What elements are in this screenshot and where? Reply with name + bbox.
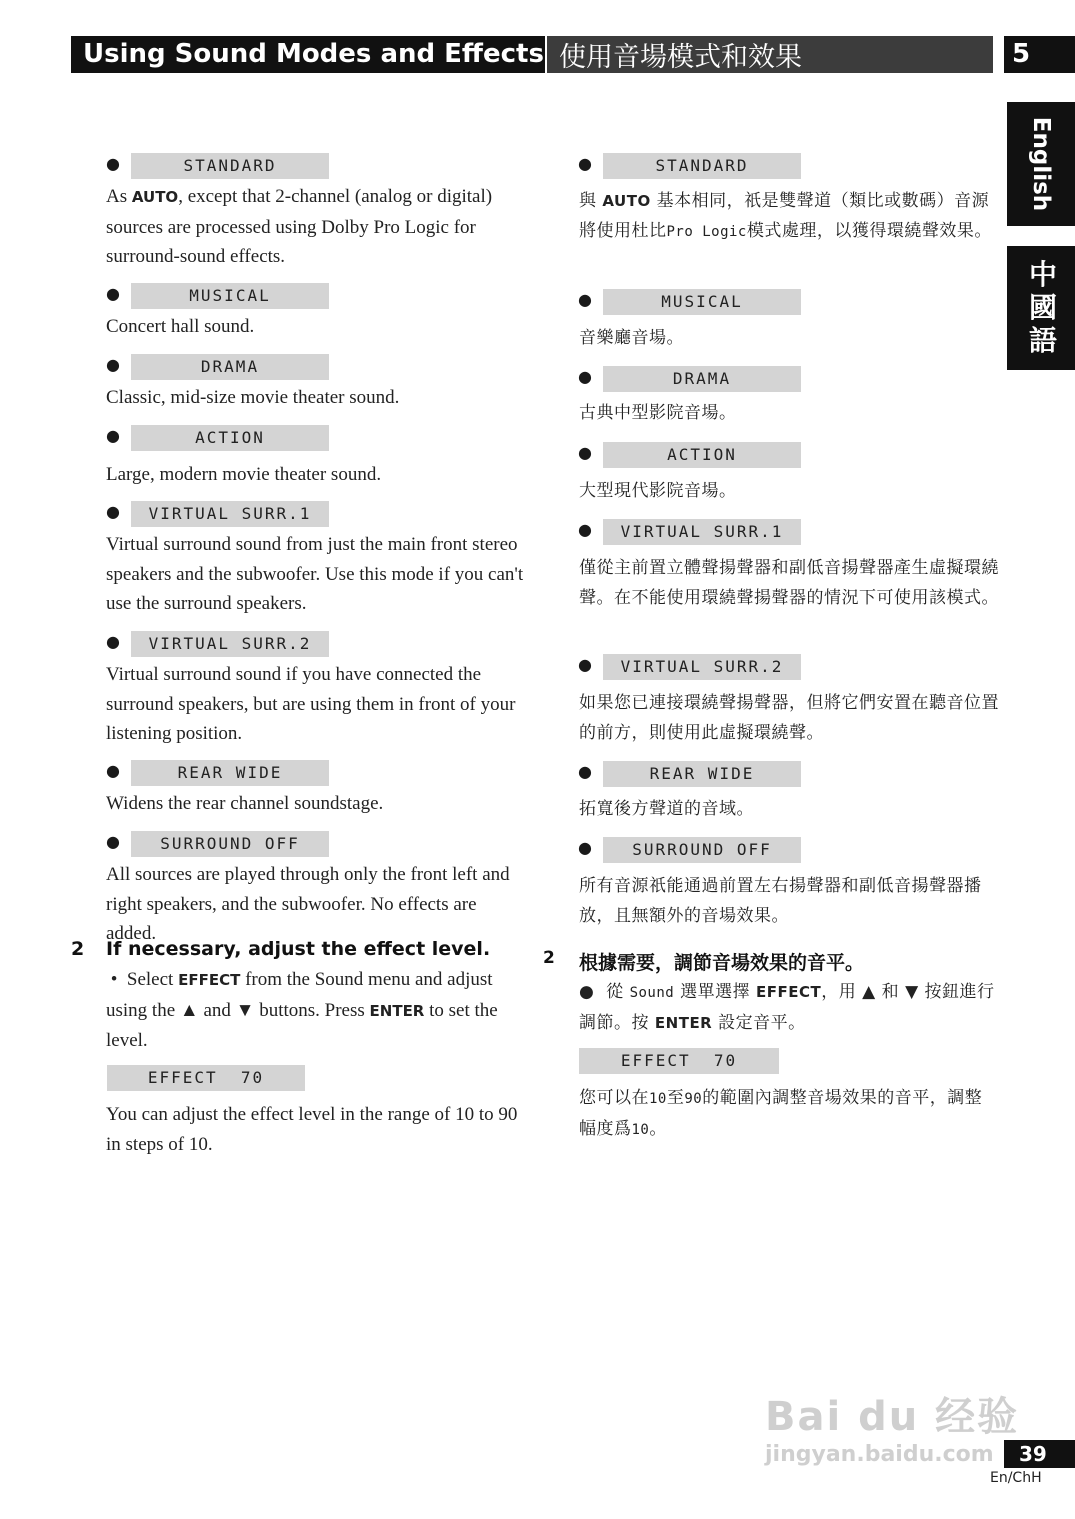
tab-english-label: English xyxy=(1028,116,1054,212)
mode-display: VIRTUAL SURR.2 xyxy=(603,654,801,680)
step-note: 您可以在10至90的範圍內調整音場效果的音平，調整幅度爲10。 xyxy=(579,1088,983,1139)
page-language-code: En/ChH xyxy=(990,1470,1042,1486)
bullet-icon: ● xyxy=(106,761,120,780)
mode-display: ACTION xyxy=(131,425,329,451)
down-arrow-icon: ▼ xyxy=(905,982,919,1002)
mode-display: SURROUND OFF xyxy=(603,837,801,863)
mode-description: 與 AUTO 基本相同，祇是雙聲道（類比或數碼）音源將使用杜比Pro Logic模式處理，以獲得環繞聲效果。 xyxy=(579,191,992,241)
up-arrow-icon: ▲ xyxy=(862,982,876,1002)
step-note: You can adjust the effect level in the range of 10 to 90 in steps of 10. xyxy=(106,1104,518,1155)
chapter-number: 5 xyxy=(1004,36,1075,73)
bullet-icon: ● xyxy=(106,284,120,303)
bullet-icon: ● xyxy=(578,367,592,386)
mode-description: 拓寬後方聲道的音域。 xyxy=(579,799,754,819)
watermark-logo: Bai du 经验 xyxy=(765,1394,1020,1440)
mode-description: Large, modern movie theater sound. xyxy=(106,464,382,485)
bullet-icon: ● xyxy=(106,154,120,173)
mode-description: Virtual surround sound from just the main front stereo speakers and the subwoofer. Use this mode if you can't use the surround speakers. xyxy=(106,534,524,614)
step-number: 2 xyxy=(543,948,555,968)
step-title: 根據需要，調節音場效果的音平。 xyxy=(579,952,865,974)
step-number: 2 xyxy=(71,938,85,960)
step-instruction: • Select EFFECT from the Sound menu and adjust using the ▲ and ▼ buttons. Press ENTER to set the level. xyxy=(106,969,498,1051)
mode-display: MUSICAL xyxy=(131,283,329,309)
mode-display: STANDARD xyxy=(603,153,801,179)
mode-description: Concert hall sound. xyxy=(106,316,255,337)
bullet-icon: ● xyxy=(106,355,120,374)
step-instruction: ● 從 Sound 選單選擇 EFFECT，用 ▲ 和 ▼ 按鈕進行調節。按 ENTER 設定音平。 xyxy=(579,982,995,1033)
page-number: 39 xyxy=(1004,1440,1075,1468)
tab-chinese xyxy=(1007,246,1075,370)
mode-display: REAR WIDE xyxy=(603,761,801,787)
mode-description: 音樂廳音場。 xyxy=(579,328,684,348)
mode-description: Widens the rear channel soundstage. xyxy=(106,793,384,814)
mode-description: As AUTO, except that 2-channel (analog or digital) sources are processed using Dolby Pro Logic for surround-sound effects. xyxy=(106,186,493,267)
bullet-icon: ● xyxy=(106,632,120,651)
mode-display: REAR WIDE xyxy=(131,760,329,786)
effect-display: EFFECT 70 xyxy=(579,1048,779,1074)
bullet-icon: ● xyxy=(106,832,120,851)
header-title-zh: 使用音場模式和效果 xyxy=(547,36,993,73)
mode-description: 所有音源祇能通過前置左右揚聲器和副低音揚聲器播放，且無額外的音場效果。 xyxy=(579,876,982,926)
mode-display: DRAMA xyxy=(131,354,329,380)
bullet-icon: ● xyxy=(106,426,120,445)
bullet-icon: ● xyxy=(106,502,120,521)
mode-description: 大型現代影院音場。 xyxy=(579,481,737,501)
bullet-icon: ● xyxy=(578,520,592,539)
bullet-icon: ● xyxy=(578,838,592,857)
mode-display: VIRTUAL SURR.1 xyxy=(131,501,329,527)
mode-display: SURROUND OFF xyxy=(131,831,329,857)
step-title: If necessary, adjust the effect level. xyxy=(106,938,491,960)
header-title-en: Using Sound Modes and Effects xyxy=(71,36,545,73)
bullet-icon: ● xyxy=(578,154,592,173)
mode-display: MUSICAL xyxy=(603,289,801,315)
mode-description: Classic, mid-size movie theater sound. xyxy=(106,387,400,408)
bullet-icon: ● xyxy=(578,655,592,674)
mode-display: VIRTUAL SURR.1 xyxy=(603,519,801,545)
mode-display: STANDARD xyxy=(131,153,329,179)
mode-description: 古典中型影院音場。 xyxy=(579,403,737,423)
mode-display: ACTION xyxy=(603,442,801,468)
mode-description: 如果您已連接環繞聲揚聲器，但將它們安置在聽音位置的前方，則使用此虛擬環繞聲。 xyxy=(579,693,999,743)
up-arrow-icon: ▲ xyxy=(179,999,199,1021)
bullet-icon: ● xyxy=(578,290,592,309)
mode-description: Virtual surround sound if you have connected the surround speakers, but are using them in front of your listening position. xyxy=(106,664,516,744)
mode-display: DRAMA xyxy=(603,366,801,392)
mode-description: All sources are played through only the front left and right speakers, and the subwoofer. No effects are added. xyxy=(106,864,510,944)
tab-english xyxy=(1007,102,1075,226)
mode-description: 僅從主前置立體聲揚聲器和副低音揚聲器產生虛擬環繞聲。在不能使用環繞聲揚聲器的情況下可使用該模式。 xyxy=(579,558,999,608)
down-arrow-icon: ▼ xyxy=(235,999,255,1021)
effect-display: EFFECT 70 xyxy=(107,1065,305,1091)
watermark-url: jingyan.baidu.com xyxy=(765,1442,994,1467)
mode-display: VIRTUAL SURR.2 xyxy=(131,631,329,657)
bullet-icon: ● xyxy=(578,762,592,781)
bullet-icon: ● xyxy=(578,443,592,462)
tab-chinese-label: 中國語 xyxy=(1028,258,1057,357)
